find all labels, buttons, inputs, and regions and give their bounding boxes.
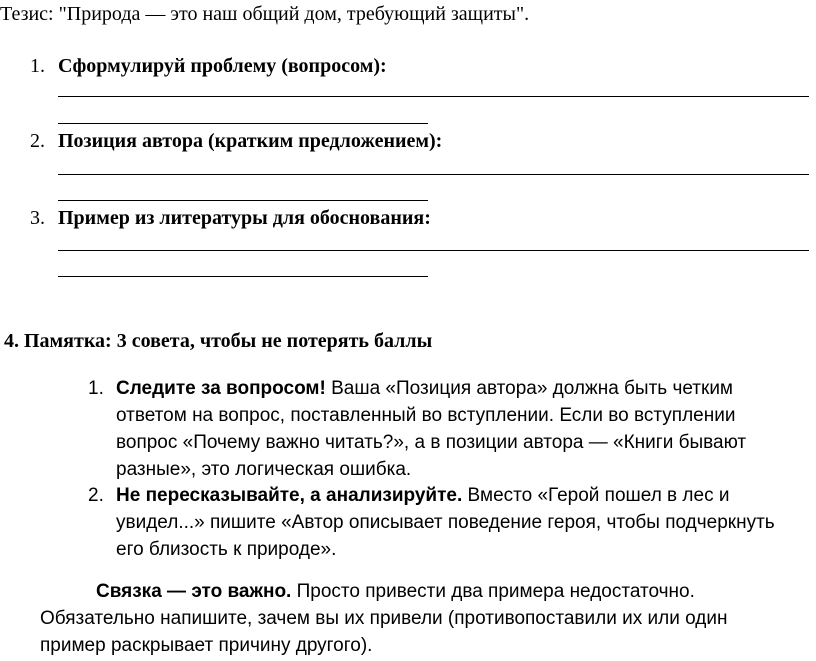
answer-line-2b	[58, 200, 428, 201]
answer-line-3b	[58, 276, 428, 277]
answer-line-2a	[58, 174, 809, 175]
tip-1-heading: Следите за вопросом!	[116, 378, 326, 399]
memo-note-body: Просто привести два примера недостаточно. Обязательно напишите, зачем вы их привели (противопоставили их или один пример раскрывает причину другого).	[40, 581, 728, 656]
tip-1-body: Ваша «Позиция автора» должна быть четким ответом на вопрос, поставленный во вступлении. Если во вступлении вопрос «Почему важно читать?», а в позиции автора — «Книги бывают разные», это логическая ошибка.	[116, 378, 747, 480]
answer-line-3a	[58, 250, 809, 251]
question-1-number: 1.	[30, 55, 45, 77]
question-2-number: 2.	[30, 130, 45, 152]
memo-note	[40, 578, 780, 659]
answer-line-1b	[58, 123, 428, 124]
tip-1-number: 1.	[88, 378, 104, 399]
question-1-label: Сформулируй проблему (вопросом):	[58, 55, 387, 77]
answer-line-1a	[58, 96, 809, 97]
memo-title: 4. Памятка: 3 совета, чтобы не потерять баллы	[4, 330, 433, 352]
memo-note-heading: Связка — это важно.	[96, 581, 292, 602]
tip-2-number: 2.	[88, 485, 104, 506]
question-2-label: Позиция автора (кратким предложением):	[58, 130, 443, 152]
thesis-text: Тезис: "Природа — это наш общий дом, требующий защиты".	[0, 3, 530, 25]
tip-2	[116, 482, 776, 563]
tip-1	[116, 375, 776, 483]
question-3-label: Пример из литературы для обоснования:	[58, 207, 431, 229]
question-3-number: 3.	[30, 207, 45, 229]
tip-2-body: Вместо «Герой пошел в лес и увидел...» пишите «Автор описывает поведение героя, чтобы подчеркнуть его близость к природе».	[116, 485, 775, 560]
tip-2-heading: Не пересказывайте, а анализируйте.	[116, 485, 463, 506]
